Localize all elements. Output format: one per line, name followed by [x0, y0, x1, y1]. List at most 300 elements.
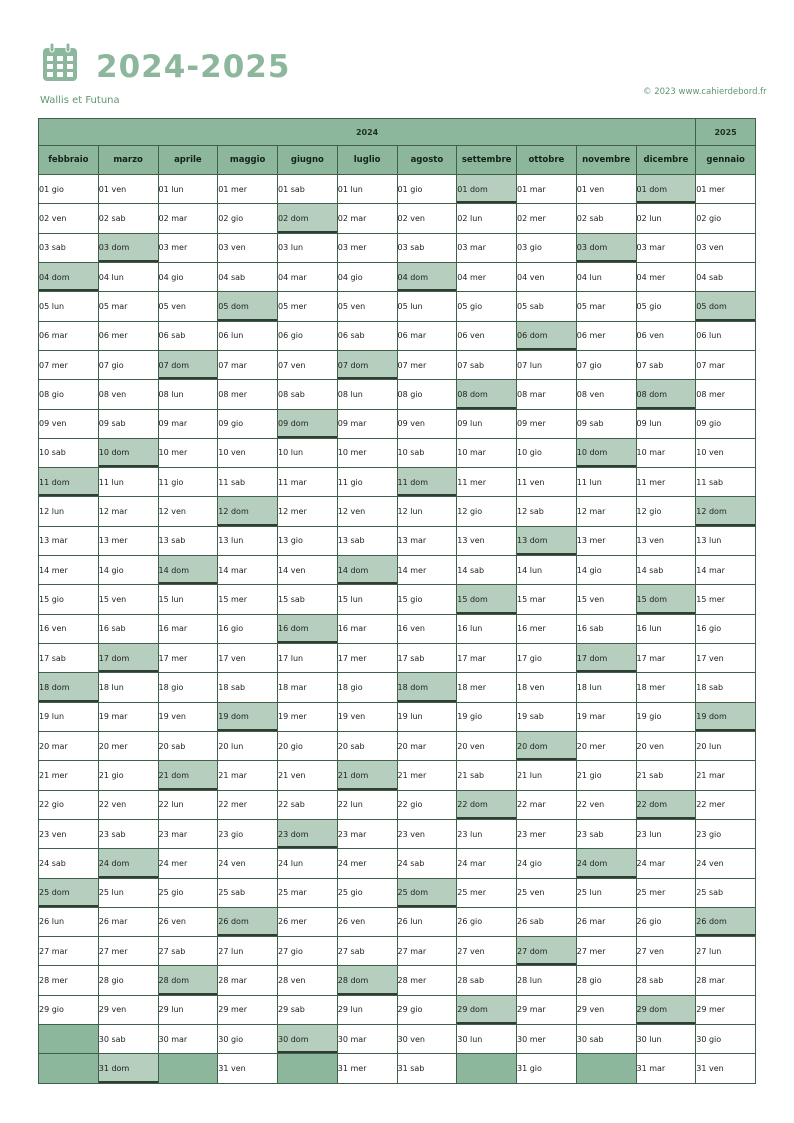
- day-cell: 15 dom: [457, 585, 517, 614]
- day-cell: 15 ven: [576, 585, 636, 614]
- day-cell: 08 mer: [218, 380, 278, 409]
- day-cell: 05 dom: [696, 292, 756, 321]
- day-cell: 21 mar: [696, 761, 756, 790]
- day-row: [39, 995, 756, 1024]
- day-cell: 09 gio: [696, 409, 756, 438]
- month-header: febbraio: [39, 146, 99, 175]
- day-cell: 04 sab: [696, 262, 756, 291]
- day-cell: 30 sab: [576, 1025, 636, 1054]
- day-cell: 08 lun: [337, 380, 397, 409]
- day-cell: 21 lun: [517, 761, 577, 790]
- day-cell: 15 ven: [98, 585, 158, 614]
- day-cell: 21 sab: [636, 761, 696, 790]
- day-cell: 28 mer: [39, 966, 99, 995]
- day-cell: 02 ven: [39, 204, 99, 233]
- day-cell: 28 dom: [337, 966, 397, 995]
- day-cell: 28 mar: [218, 966, 278, 995]
- day-cell: 25 mar: [278, 878, 338, 907]
- month-header: maggio: [218, 146, 278, 175]
- month-header: ottobre: [517, 146, 577, 175]
- day-cell: 02 mer: [517, 204, 577, 233]
- day-cell: 19 gio: [636, 702, 696, 731]
- day-cell: 31 ven: [696, 1054, 756, 1084]
- day-cell: 24 mer: [158, 849, 218, 878]
- day-cell: 24 lun: [278, 849, 338, 878]
- day-cell: 25 dom: [39, 878, 99, 907]
- day-cell: 23 ven: [397, 819, 457, 848]
- day-cell: 09 gio: [218, 409, 278, 438]
- day-cell: 23 sab: [98, 819, 158, 848]
- day-cell: 11 ven: [517, 468, 577, 497]
- day-cell: 25 gio: [158, 878, 218, 907]
- day-row: [39, 497, 756, 526]
- day-cell: 09 dom: [278, 409, 338, 438]
- day-cell: 22 gio: [397, 790, 457, 819]
- day-row: [39, 1025, 756, 1054]
- day-cell: 09 mer: [517, 409, 577, 438]
- day-cell: 23 gio: [696, 819, 756, 848]
- day-cell: 14 mar: [696, 556, 756, 585]
- day-cell: 06 mer: [98, 321, 158, 350]
- day-cell: 09 lun: [636, 409, 696, 438]
- day-cell: 01 gio: [397, 175, 457, 204]
- day-cell: 30 mer: [517, 1025, 577, 1054]
- day-cell: 25 dom: [397, 878, 457, 907]
- day-row: [39, 731, 756, 760]
- day-cell: 28 dom: [158, 966, 218, 995]
- day-cell: 22 gio: [39, 790, 99, 819]
- day-cell: 07 mer: [397, 350, 457, 379]
- day-cell: 11 lun: [576, 468, 636, 497]
- day-cell: 16 mer: [517, 614, 577, 643]
- day-cell: 29 ven: [98, 995, 158, 1024]
- day-cell: 03 gio: [517, 233, 577, 262]
- day-cell: 05 dom: [218, 292, 278, 321]
- day-cell: 30 lun: [636, 1025, 696, 1054]
- day-cell: 22 ven: [98, 790, 158, 819]
- day-cell: 19 gio: [457, 702, 517, 731]
- day-cell: 08 mer: [696, 380, 756, 409]
- year-calendar-table: [38, 118, 756, 1084]
- day-cell: 06 sab: [158, 321, 218, 350]
- day-cell: 16 sab: [98, 614, 158, 643]
- day-cell: 21 dom: [158, 761, 218, 790]
- day-cell: 06 mar: [397, 321, 457, 350]
- day-cell: 14 gio: [98, 556, 158, 585]
- day-cell: 20 dom: [517, 731, 577, 760]
- day-cell: 13 lun: [696, 526, 756, 555]
- day-cell: 19 lun: [39, 702, 99, 731]
- day-row: [39, 614, 756, 643]
- day-row: [39, 321, 756, 350]
- day-cell: 11 dom: [39, 468, 99, 497]
- day-row: [39, 556, 756, 585]
- day-cell: 18 ven: [517, 673, 577, 702]
- day-cell: 18 gio: [337, 673, 397, 702]
- day-cell: 17 mer: [158, 644, 218, 673]
- day-cell: 30 mar: [337, 1025, 397, 1054]
- day-cell: 18 mar: [278, 673, 338, 702]
- day-cell: 20 sab: [337, 731, 397, 760]
- day-cell: 04 dom: [39, 262, 99, 291]
- empty-cell: [457, 1054, 517, 1084]
- day-row: [39, 790, 756, 819]
- day-cell: 23 gio: [218, 819, 278, 848]
- day-cell: 10 mer: [337, 438, 397, 467]
- day-cell: 17 ven: [696, 644, 756, 673]
- day-cell: 30 gio: [218, 1025, 278, 1054]
- day-cell: 17 sab: [39, 644, 99, 673]
- day-row: [39, 819, 756, 848]
- day-cell: 09 ven: [39, 409, 99, 438]
- day-cell: 06 dom: [517, 321, 577, 350]
- day-cell: 16 ven: [397, 614, 457, 643]
- day-cell: 14 mer: [397, 556, 457, 585]
- day-cell: 03 lun: [278, 233, 338, 262]
- day-cell: 13 mar: [39, 526, 99, 555]
- day-cell: 02 sab: [576, 204, 636, 233]
- day-cell: 16 gio: [218, 614, 278, 643]
- day-row: [39, 673, 756, 702]
- day-cell: 07 sab: [636, 350, 696, 379]
- day-cell: 10 sab: [397, 438, 457, 467]
- day-cell: 20 ven: [636, 731, 696, 760]
- day-cell: 04 mar: [278, 262, 338, 291]
- day-cell: 02 lun: [636, 204, 696, 233]
- day-cell: 21 dom: [337, 761, 397, 790]
- day-cell: 19 ven: [158, 702, 218, 731]
- day-cell: 06 mer: [576, 321, 636, 350]
- day-cell: 14 lun: [517, 556, 577, 585]
- day-row: [39, 350, 756, 379]
- day-cell: 15 mer: [218, 585, 278, 614]
- day-cell: 06 lun: [218, 321, 278, 350]
- day-cell: 06 ven: [636, 321, 696, 350]
- day-cell: 18 sab: [696, 673, 756, 702]
- day-cell: 05 ven: [337, 292, 397, 321]
- day-cell: 17 ven: [218, 644, 278, 673]
- day-cell: 05 ven: [158, 292, 218, 321]
- day-cell: 26 gio: [636, 907, 696, 936]
- day-cell: 11 mer: [457, 468, 517, 497]
- day-cell: 10 gio: [517, 438, 577, 467]
- day-cell: 24 gio: [517, 849, 577, 878]
- day-cell: 26 gio: [457, 907, 517, 936]
- day-cell: 13 ven: [636, 526, 696, 555]
- day-cell: 02 lun: [457, 204, 517, 233]
- day-cell: 15 gio: [397, 585, 457, 614]
- day-cell: 29 dom: [457, 995, 517, 1024]
- day-cell: 15 lun: [337, 585, 397, 614]
- day-cell: 11 sab: [218, 468, 278, 497]
- day-cell: 31 dom: [98, 1054, 158, 1084]
- day-cell: 12 mar: [576, 497, 636, 526]
- day-cell: 14 dom: [158, 556, 218, 585]
- day-cell: 03 mer: [158, 233, 218, 262]
- day-cell: 29 lun: [158, 995, 218, 1024]
- day-cell: 16 mar: [158, 614, 218, 643]
- day-cell: 14 mar: [218, 556, 278, 585]
- day-cell: 12 ven: [158, 497, 218, 526]
- day-cell: 27 sab: [158, 937, 218, 966]
- year-header-row: [39, 119, 756, 146]
- day-cell: 03 mer: [337, 233, 397, 262]
- day-cell: 05 lun: [397, 292, 457, 321]
- calendar-body: [39, 175, 756, 1084]
- day-cell: 27 lun: [696, 937, 756, 966]
- day-cell: 20 mar: [39, 731, 99, 760]
- day-cell: 12 gio: [636, 497, 696, 526]
- day-cell: 08 gio: [397, 380, 457, 409]
- day-cell: 10 mar: [457, 438, 517, 467]
- day-cell: 27 ven: [636, 937, 696, 966]
- day-cell: 13 lun: [218, 526, 278, 555]
- day-cell: 20 ven: [457, 731, 517, 760]
- day-cell: 10 sab: [39, 438, 99, 467]
- day-cell: 17 sab: [397, 644, 457, 673]
- day-cell: 28 ven: [278, 966, 338, 995]
- day-cell: 20 gio: [278, 731, 338, 760]
- day-cell: 03 sab: [397, 233, 457, 262]
- day-cell: 19 sab: [517, 702, 577, 731]
- day-row: [39, 966, 756, 995]
- day-row: [39, 175, 756, 204]
- day-cell: 10 dom: [98, 438, 158, 467]
- day-cell: 30 sab: [98, 1025, 158, 1054]
- day-cell: 08 lun: [158, 380, 218, 409]
- day-cell: 08 dom: [636, 380, 696, 409]
- day-cell: 07 dom: [158, 350, 218, 379]
- day-cell: 18 sab: [218, 673, 278, 702]
- day-cell: 16 gio: [696, 614, 756, 643]
- day-cell: 27 ven: [457, 937, 517, 966]
- day-cell: 06 ven: [457, 321, 517, 350]
- day-row: [39, 702, 756, 731]
- day-row: [39, 849, 756, 878]
- day-cell: 01 sab: [278, 175, 338, 204]
- day-row: [39, 644, 756, 673]
- day-cell: 17 gio: [517, 644, 577, 673]
- day-cell: 01 dom: [457, 175, 517, 204]
- day-cell: 18 mer: [457, 673, 517, 702]
- day-cell: 04 lun: [576, 262, 636, 291]
- day-cell: 29 gio: [39, 995, 99, 1024]
- day-cell: 30 mar: [158, 1025, 218, 1054]
- day-cell: 29 ven: [576, 995, 636, 1024]
- day-cell: 12 mer: [278, 497, 338, 526]
- day-cell: 29 mar: [517, 995, 577, 1024]
- day-cell: 13 mar: [397, 526, 457, 555]
- day-cell: 04 dom: [397, 262, 457, 291]
- day-cell: 21 mar: [218, 761, 278, 790]
- day-cell: 03 mar: [636, 233, 696, 262]
- day-cell: 15 dom: [636, 585, 696, 614]
- day-cell: 06 mar: [39, 321, 99, 350]
- month-header: marzo: [98, 146, 158, 175]
- day-cell: 29 lun: [337, 995, 397, 1024]
- day-row: [39, 233, 756, 262]
- day-row: [39, 1054, 756, 1084]
- day-cell: 14 sab: [636, 556, 696, 585]
- day-cell: 09 lun: [457, 409, 517, 438]
- day-cell: 15 lun: [158, 585, 218, 614]
- day-cell: 01 mar: [517, 175, 577, 204]
- day-cell: 05 mar: [576, 292, 636, 321]
- day-cell: 20 mer: [576, 731, 636, 760]
- day-cell: 12 ven: [337, 497, 397, 526]
- day-cell: 07 dom: [337, 350, 397, 379]
- day-cell: 01 ven: [98, 175, 158, 204]
- day-cell: 13 dom: [517, 526, 577, 555]
- empty-cell: [158, 1054, 218, 1084]
- day-cell: 01 mer: [696, 175, 756, 204]
- day-cell: 07 mar: [696, 350, 756, 379]
- day-cell: 26 ven: [158, 907, 218, 936]
- day-cell: 27 gio: [278, 937, 338, 966]
- day-cell: 02 gio: [218, 204, 278, 233]
- day-cell: 22 lun: [158, 790, 218, 819]
- day-cell: 24 mar: [457, 849, 517, 878]
- day-cell: 11 gio: [337, 468, 397, 497]
- day-cell: 16 lun: [636, 614, 696, 643]
- day-cell: 13 mer: [98, 526, 158, 555]
- day-cell: 06 sab: [337, 321, 397, 350]
- day-cell: 22 ven: [576, 790, 636, 819]
- day-cell: 19 dom: [218, 702, 278, 731]
- day-cell: 26 ven: [337, 907, 397, 936]
- day-cell: 16 mar: [337, 614, 397, 643]
- day-cell: 25 mer: [457, 878, 517, 907]
- day-cell: 22 lun: [337, 790, 397, 819]
- day-cell: 03 ven: [218, 233, 278, 262]
- day-cell: 14 mer: [39, 556, 99, 585]
- day-cell: 28 sab: [457, 966, 517, 995]
- day-cell: 22 mer: [218, 790, 278, 819]
- calendar-icon: [42, 42, 78, 82]
- day-cell: 18 lun: [98, 673, 158, 702]
- empty-cell: [576, 1054, 636, 1084]
- day-cell: 08 mar: [517, 380, 577, 409]
- day-cell: 03 sab: [39, 233, 99, 262]
- month-header: novembre: [576, 146, 636, 175]
- page-title: 2024-2025: [96, 49, 291, 85]
- day-cell: 09 sab: [576, 409, 636, 438]
- day-cell: 28 lun: [517, 966, 577, 995]
- day-cell: 21 gio: [98, 761, 158, 790]
- day-cell: 01 lun: [158, 175, 218, 204]
- day-cell: 04 mer: [457, 262, 517, 291]
- day-cell: 08 sab: [278, 380, 338, 409]
- month-header: dicembre: [636, 146, 696, 175]
- day-cell: 24 sab: [397, 849, 457, 878]
- day-cell: 23 dom: [278, 819, 338, 848]
- day-cell: 13 mer: [576, 526, 636, 555]
- day-cell: 12 dom: [696, 497, 756, 526]
- day-cell: 14 ven: [278, 556, 338, 585]
- day-cell: 01 lun: [337, 175, 397, 204]
- day-cell: 22 dom: [457, 790, 517, 819]
- day-cell: 12 sab: [517, 497, 577, 526]
- day-cell: 27 sab: [337, 937, 397, 966]
- day-cell: 20 lun: [696, 731, 756, 760]
- day-cell: 24 ven: [696, 849, 756, 878]
- region-label: Wallis et Futuna: [40, 95, 120, 106]
- day-cell: 18 dom: [397, 673, 457, 702]
- day-cell: 26 dom: [696, 907, 756, 936]
- day-cell: 08 dom: [457, 380, 517, 409]
- day-cell: 25 mer: [636, 878, 696, 907]
- day-row: [39, 409, 756, 438]
- day-cell: 22 dom: [636, 790, 696, 819]
- day-row: [39, 468, 756, 497]
- empty-cell: [39, 1025, 99, 1054]
- day-cell: 27 mar: [39, 937, 99, 966]
- day-cell: 26 lun: [39, 907, 99, 936]
- day-cell: 09 ven: [397, 409, 457, 438]
- day-cell: 25 gio: [337, 878, 397, 907]
- day-cell: 31 sab: [397, 1054, 457, 1084]
- day-cell: 23 lun: [636, 819, 696, 848]
- day-cell: 27 mer: [576, 937, 636, 966]
- day-cell: 05 gio: [636, 292, 696, 321]
- day-cell: 07 sab: [457, 350, 517, 379]
- day-cell: 27 dom: [517, 937, 577, 966]
- day-cell: 31 mar: [636, 1054, 696, 1084]
- month-header: aprile: [158, 146, 218, 175]
- day-cell: 16 sab: [576, 614, 636, 643]
- day-cell: 22 mar: [517, 790, 577, 819]
- year-2025-header: 2025: [696, 119, 756, 146]
- day-cell: 06 gio: [278, 321, 338, 350]
- empty-cell: [278, 1054, 338, 1084]
- day-cell: 20 mer: [98, 731, 158, 760]
- day-row: [39, 438, 756, 467]
- day-cell: 15 mer: [696, 585, 756, 614]
- day-cell: 20 mar: [397, 731, 457, 760]
- day-cell: 26 mar: [576, 907, 636, 936]
- month-header: settembre: [457, 146, 517, 175]
- day-cell: 09 mar: [337, 409, 397, 438]
- day-cell: 25 lun: [576, 878, 636, 907]
- day-cell: 12 lun: [39, 497, 99, 526]
- day-cell: 14 sab: [457, 556, 517, 585]
- day-cell: 23 sab: [576, 819, 636, 848]
- day-cell: 17 mar: [636, 644, 696, 673]
- day-cell: 01 gio: [39, 175, 99, 204]
- day-cell: 05 lun: [39, 292, 99, 321]
- day-cell: 11 mar: [278, 468, 338, 497]
- day-cell: 26 mer: [278, 907, 338, 936]
- day-cell: 26 sab: [517, 907, 577, 936]
- day-cell: 03 dom: [576, 233, 636, 262]
- day-cell: 04 gio: [337, 262, 397, 291]
- day-cell: 24 mer: [337, 849, 397, 878]
- day-cell: 22 sab: [278, 790, 338, 819]
- day-cell: 20 sab: [158, 731, 218, 760]
- day-cell: 15 mar: [517, 585, 577, 614]
- day-cell: 19 ven: [337, 702, 397, 731]
- day-cell: 05 gio: [457, 292, 517, 321]
- day-row: [39, 937, 756, 966]
- month-header-row: [39, 146, 756, 175]
- day-row: [39, 761, 756, 790]
- day-cell: 13 ven: [457, 526, 517, 555]
- month-header: giugno: [278, 146, 338, 175]
- day-cell: 23 mar: [158, 819, 218, 848]
- day-cell: 03 ven: [696, 233, 756, 262]
- day-cell: 10 dom: [576, 438, 636, 467]
- day-cell: 02 dom: [278, 204, 338, 233]
